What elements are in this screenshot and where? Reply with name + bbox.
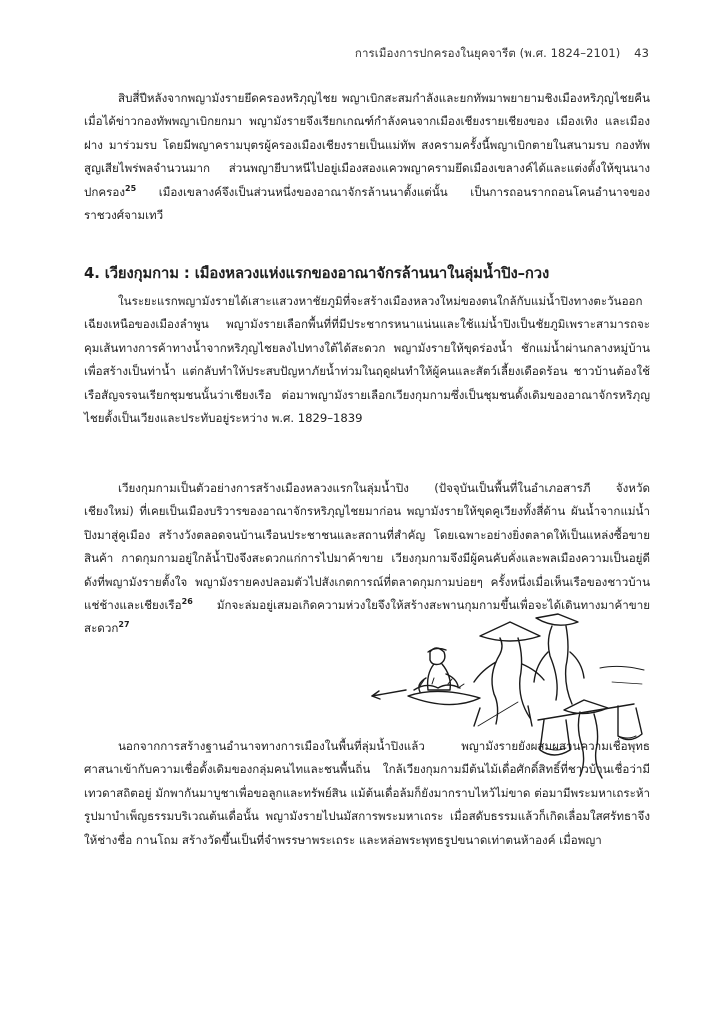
footnote-ref-27[interactable]: 27 [118, 620, 130, 630]
market-sketch-illustration [368, 612, 650, 784]
paragraph-1 [84, 87, 650, 227]
paragraph-3-text-mid: มักจะล่มอยู่เสมอเกิดความห่วงใยจึงให้สร้างสะพานกุมกามขึ้นเพื่อจะได้เดินทางมาค้าขายสะดวก [84, 598, 650, 636]
market-sketch-svg [368, 612, 650, 784]
paragraph-3-text: เวียงกุมกามเป็นตัวอย่างการสร้างเมืองหลวงแรกในลุ่มน้ำปิง (ปัจจุบันเป็นพื้นที่ในอำเภอสารภี จังหวัดเชียงใหม่) ที่เคยเป็นเมืองบริวารของอาณาจักรหริภุญไชยมาก่อน พญามังรายให้ขุดคูเวียงทั้งสี่ด้าน ผันน้ำจากแม่น้ำปิงมาสู่คูเมือง สร้างวังตลอดจนบ้านเรือนประชาชนและสถานที่สำคัญ โดยเฉพาะอย่างยิ่งตลาดให้เป็นแหล่งซื้อขายสินค้า กาดกุมกามอยู่ใกล้น้ำปิงจึงสะดวกแก่การไปมาค้าขาย เวียงกุมกามจึงมีผู้คนคับคั่งและพลเมืองความเป็นอยู่ดีดังที่พญามังรายตั้งใจ พญามังรายคงปลอมตัวไปสังเกตการณ์ที่ตลาดกุมกามบ่อยๆ ครั้งหนึ่งเมื่อเห็นเรือของชาวบ้านแช่ช้างและเชียงเรือ [84, 481, 650, 613]
header-title: การเมืองการปกครองในยุคจารีต (พ.ศ. 1824–2101) [354, 46, 621, 60]
paragraph-2-text: ในระยะแรกพญามังรายได้เสาะแสวงหาชัยภูมิที่จะสร้างเมืองหลวงใหม่ของตนใกล้กับแม่น้ำปิงทางตะวันออกเฉียงเหนือของเมืองลำพูน พญามังรายเลือกพื้นที่ที่มีประชากรหนาแน่นและใช้แม่น้ำปิงเป็นชัยภูมิเพราะสามารถจะคุมเส้นทางการค้าทางน้ำจากหริภุญไชยลงไปทางใต้ได้สะดวก พญามังรายให้ขุดร่องน้ำ ชักแม่น้ำผ่านกลางหมู่บ้านเพื่อสร้างเป็นท่าน้ำ แต่กลับทำให้ประสบปัญหาภัยน้ำท่วมในฤดูฝนทำให้ผู้คนและสัตว์เลี้ยงเดือดร้อน ชาวบ้านต้องใช้เรือสัญจรจนเรียกชุมชนนั้นว่าเชียงเรือ ต่อมาพญามังรายเลือกเวียงกุมกามซึ่งเป็นชุมชนดั้งเดิมของอาณาจักรหริภุญไชยตั้งเป็นเวียงและประทับอยู่ระหว่าง พ.ศ. 1829–1839 [84, 294, 650, 426]
paragraph-1-text-after: เมืองเขลางค์จึงเป็นส่วนหนึ่งของอาณาจักรล้านนาตั้งแต่นั้น เป็นการถอนรากถอนโคนอำนาจของราชวงศ์จามเทวี [84, 184, 650, 223]
paragraph-1-text: สิบสี่ปีหลังจากพญามังรายยึดครองหริภุญไชย พญาเบิกสะสมกำลังและยกทัพมาพยายามชิงเมืองหริภุญไชยคืน เมื่อได้ข่าวกองทัพพญาเบิกยกมา พญามังรายจึงเรียกเกณฑ์กำลังคนจากเมืองเชียงรายเชียงของ เมืองเทิง และเมืองฝาง มาร่วมรบ โดยมีพญาครามบุตรผู้ครองเมืองเชียงรายเป็นแม่ทัพ สงครามครั้งนี้พญาเบิกตายในสนามรบ กองทัพสูญเสียไพร่พลจำนวนมาก ส่วนพญายีบาหนีไปอยู่เมืองสองแควพญาครามยึดเมืองเขลางค์ได้และแต่งตั้งให้ขุนนางปกครอง [84, 91, 650, 199]
footnote-ref-25[interactable]: 25 [125, 183, 137, 193]
running-header [355, 45, 649, 63]
footnote-ref-26[interactable]: 26 [181, 597, 193, 607]
paragraph-2 [84, 290, 650, 430]
page-number: 43 [634, 46, 649, 60]
section-heading: 4. เวียงกุมกาม : เมืองหลวงแห่งแรกของอาณาจักรล้านนาในลุ่มน้ำปิง–กวง [84, 265, 550, 282]
paragraph-4-text: นอกจากการสร้างฐานอำนาจทางการเมืองในพื้นที่ลุ่มน้ำปิงแล้ว พญามังรายยังผสมผสานความเชื่อพุทธศาสนาเข้ากับความเชื่อดั้งเดิมของกลุ่มคนไทและชนพื้นถิ่น ใกล้เวียงกุมกามมีต้นไม้เดื่อศักดิ์สิทธิ์ที่ชาวบ้านเชื่อว่ามีเทวดาสถิตอยู่ มักพากันมาบูชาเพื่อขอลูกและทรัพย์สิน แม้ต้นเดื่อล้มก็ยังมากราบไหว้ไม่ขาด ต่อมามีพระมหาเถระห้ารูปมาบำเพ็ญธรรมบริเวณต้นเดื่อนั้น พญามังรายไปนมัสการพระมหาเถระ เมื่อสดับธรรมแล้วก็เกิดเลื่อมใสศรัทธาจึงให้ช่างชื่อ กานโถม สร้างวัดขึ้นเป็นที่จำพรรษาพระเถระ และหล่อพระพุทธรูปขนาดเท่าตนห้าองค์ เมื่อพญา [84, 739, 650, 847]
